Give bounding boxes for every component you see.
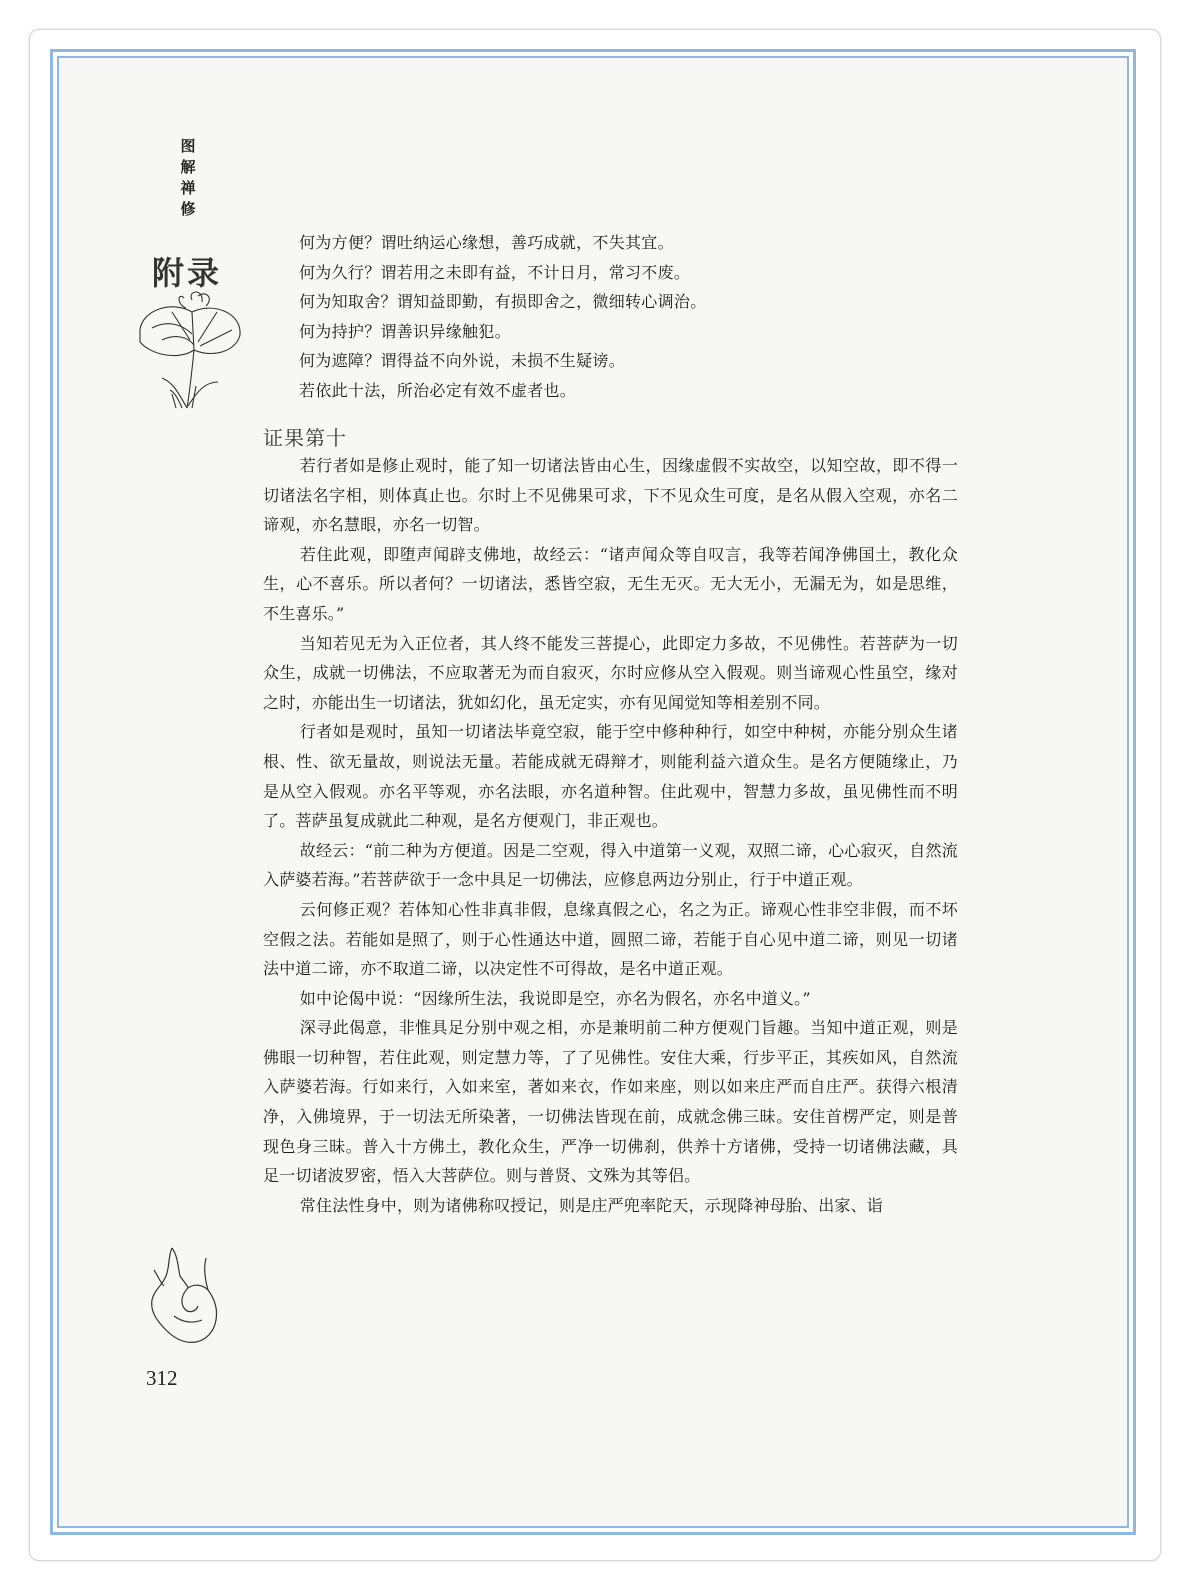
- paragraph: 云何修正观？若体知心性非真非假，息缘真假之心，名之为正。谛观心性非空非假，而不坏空假之法。若能如是照了，则于心性通达中道，圆照二谛，若能于自心见中道二谛，则见一切诸法中道二谛，亦不取道二谛，以决定性不可得故，是名中道正观。: [263, 899, 958, 979]
- lotus-illustration-icon: [132, 290, 247, 410]
- paragraph: 深寻此偈意，非惟具足分别中观之相，亦是兼明前二种方便观门旨趣。当知中道正观，则是佛眼一切种智，若住此观，则定慧力等，了了见佛性。安住大乘，行步平正，其疾如风，自然流入萨婆若海。行如来行，入如来室，著如来衣，作如来座，则以如来庄严而自庄严。获得六根清净，入佛境界，于一切法无所染著，一切佛法皆现在前，成就念佛三昧。安住首楞严定，则是普现色身三昧。普入十方佛土，教化众生，严净一切佛刹，供养十方诸佛，受持一切诸佛法藏，具足一切诸波罗密，悟入大菩萨位。则与普贤、文殊为其等侣。: [263, 1018, 958, 1186]
- list-item: 何为久行？谓若用之未即有益，不计日月，常习不废。: [299, 262, 691, 282]
- book-title-char: 修: [180, 200, 196, 218]
- book-title-char: 禅: [180, 179, 196, 197]
- book-title-char: 图: [180, 137, 196, 155]
- list-item: 若依此十法，所治必定有效不虚者也。: [299, 380, 577, 400]
- page-number: 312: [146, 1366, 178, 1390]
- list-item: 何为持护？谓善识异缘触犯。: [299, 321, 511, 341]
- paragraph: 常住法性身中，则为诸佛称叹授记，则是庄严兜率陀天，示现降神母胎、出家、诣: [299, 1195, 883, 1215]
- paragraph: 若住此观，即堕声闻辟支佛地，故经云：“诸声闻众等自叹言，我等若闻净佛国土，教化众生，心不喜乐。所以者何？一切诸法，悉皆空寂，无生无灭。无大无小，无漏无为，如是思维，不生喜乐。”: [263, 544, 958, 623]
- paragraph: 当知若见无为入正位者，其人终不能发三菩提心，此即定力多故，不见佛性。若菩萨为一切众生，成就一切佛法，不应取著无为而自寂灭，尔时应修从空入假观。则当谛观心性虽空，缘对之时，亦能出生一切诸法，犹如幻化，虽无定实，亦有见闻觉知等相差别不同。: [263, 633, 958, 712]
- section-heading: 证果第十: [263, 426, 347, 450]
- body-text: [263, 451, 958, 1220]
- list-block: [299, 228, 799, 406]
- paragraph: 故经云：“前二种为方便道。因是二空观，得入中道第一义观，双照二谛，心心寂灭，自然流入萨婆若海。”若菩萨欲于一念中具足一切佛法，应修息两边分别止，行于中道正观。: [263, 840, 958, 890]
- book-title-vertical: [177, 136, 199, 220]
- paragraph: 行者如是观时，虽知一切诸法毕竟空寂，能于空中修种种行，如空中种树，亦能分别众生诸根、性、欲无量故，则说法无量。若能成就无碍辩才，则能利益六道众生。是名方便随缘止，乃是从空入假观。亦名平等观，亦名法眼，亦名道种智。住此观中，智慧力多故，虽见佛性而不明了。菩萨虽复成就此二种观，是名方便观门，非正观也。: [263, 722, 958, 831]
- paragraph: 如中论偈中说：“因缘所生法，我说即是空，亦名为假名，亦名中道义。”: [299, 988, 811, 1008]
- list-item: 何为遮障？谓得益不向外说，未损不生疑谤。: [299, 351, 626, 371]
- book-title-char: 解: [180, 158, 196, 176]
- list-item: 何为知取舍？谓知益即勤，有损即舍之，微细转心调治。: [299, 292, 707, 312]
- hand-mudra-icon: [144, 1246, 224, 1346]
- list-item: 何为方便？谓吐纳运心缘想，善巧成就，不失其宜。: [299, 233, 674, 252]
- paragraph: 若行者如是修止观时，能了知一切诸法皆由心生，因缘虚假不实故空，以知空故，即不得一切诸法名字相，则体真止也。尔时上不见佛果可求，下不见众生可度，是名从假入空观，亦名二谛观，亦名慧眼，亦名一切智。: [263, 456, 958, 535]
- appendix-label: 附录: [152, 254, 223, 292]
